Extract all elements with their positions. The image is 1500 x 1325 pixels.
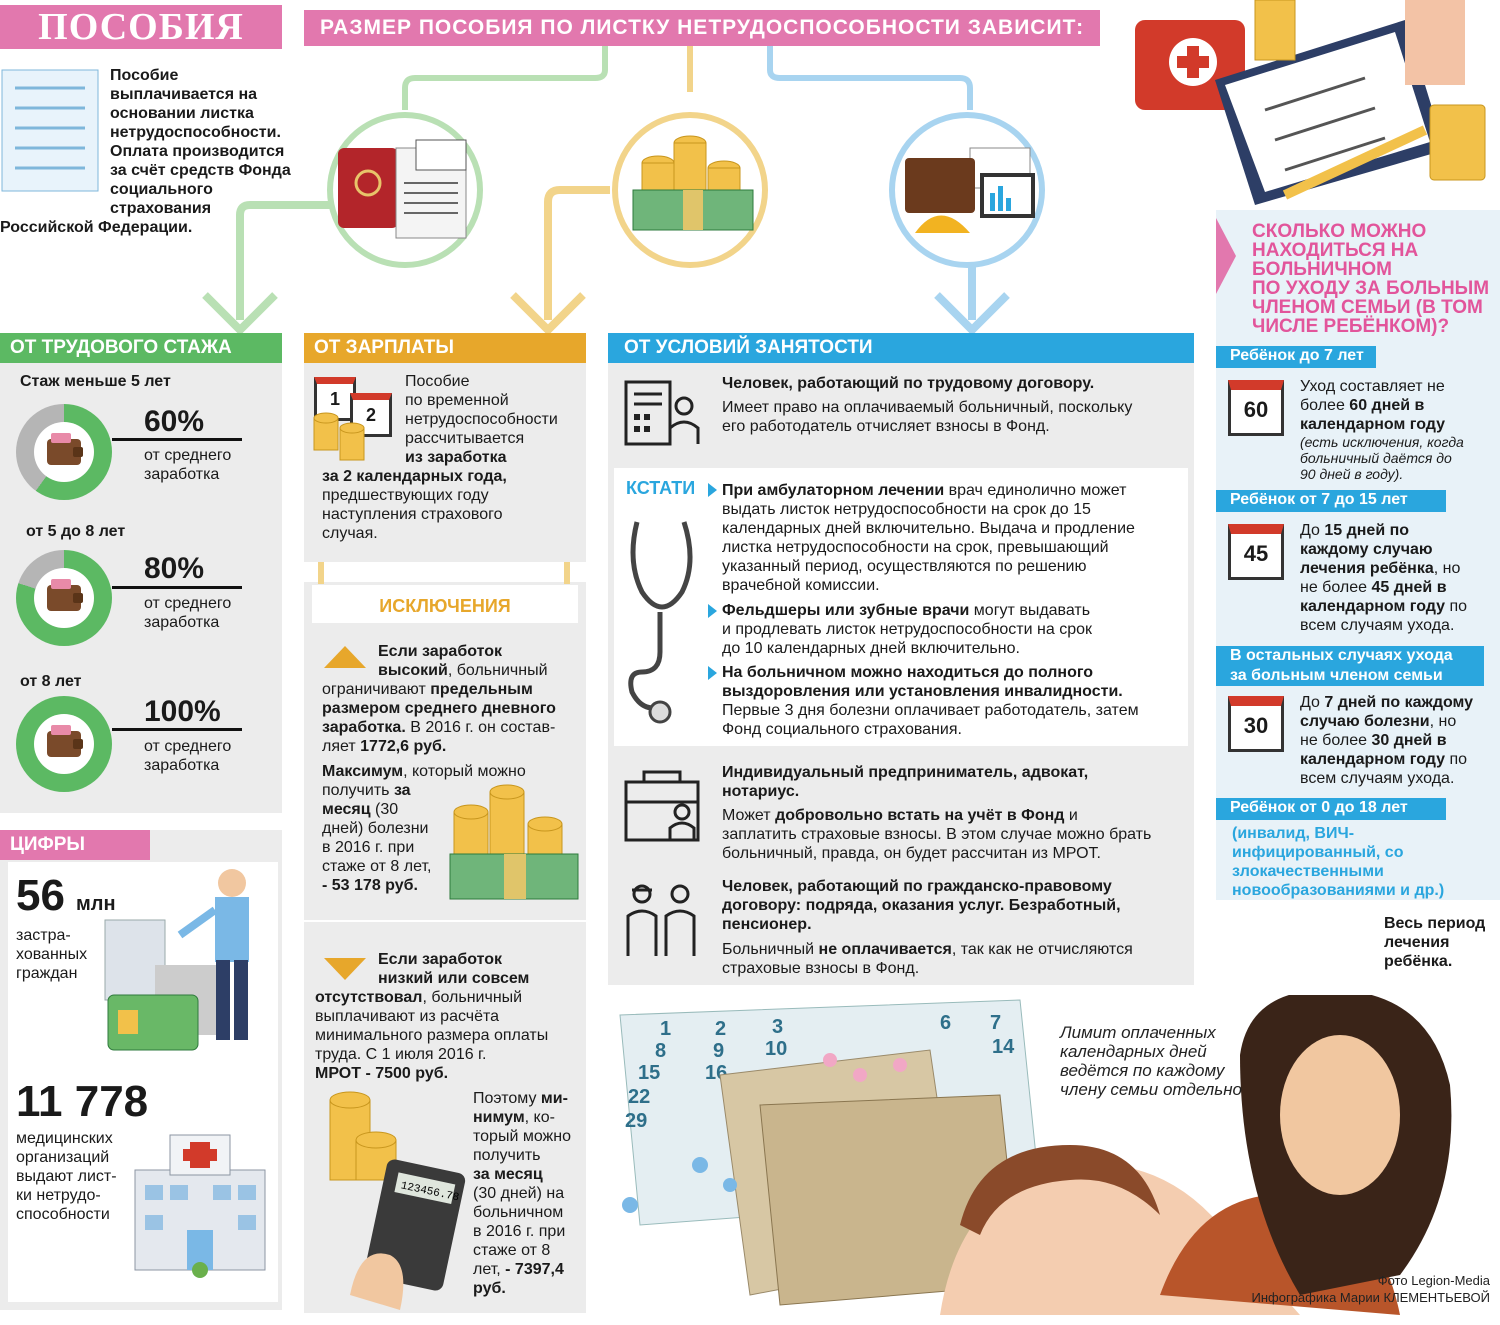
calendar-number: 10 bbox=[765, 1038, 788, 1060]
calendar-number: 3 bbox=[772, 1016, 784, 1038]
photo-collage-art bbox=[600, 995, 1500, 1315]
wallet-icon bbox=[34, 714, 94, 774]
civil-text: Больничный не оплачивается, так как не отчисляются страховые взносы в Фонд. bbox=[722, 941, 1133, 977]
stethoscope-icon bbox=[622, 512, 704, 727]
care-group-1-text: Уход составляет не более 60 дней в календарном году (есть исключения, когда больничный даётся до 90 дней в году). bbox=[1300, 378, 1464, 482]
bullet-arrow-icon bbox=[708, 604, 717, 618]
workers-icon bbox=[622, 880, 704, 958]
wallet-icon bbox=[34, 568, 94, 628]
seniority-label-2: от 5 до 8 лет bbox=[26, 523, 126, 540]
salary-bold-2: за 2 календарных года, bbox=[322, 468, 507, 485]
seniority-donut-3 bbox=[16, 696, 112, 792]
gap-post bbox=[318, 562, 324, 584]
calculator-display: 123456.78 bbox=[399, 1180, 461, 1205]
coins-icon bbox=[310, 410, 370, 465]
seniority-note-3: от среднего заработка bbox=[144, 738, 232, 774]
exceptions-low: Если заработок низкий или совсем отсутствовал, больничный выплачивают из расчёта минимального размера оплаты труда. С 1 июля 2016 г. МРОТ - 7500 руб. bbox=[315, 951, 549, 1082]
divider bbox=[112, 728, 242, 731]
contract-title: Человек, работающий по трудовому договору. bbox=[722, 375, 1095, 392]
care-group-2-tag: Ребёнок от 7 до 15 лет bbox=[1216, 490, 1446, 512]
contract-text: Имеет право на оплачиваемый больничный, поскольку его работодатель отчисляет взносы в Фонд. bbox=[722, 399, 1133, 435]
care-group-3-text: До 7 дней по каждому случаю болезни, но не более 30 дней в календарном году по всем случаям ухода. bbox=[1300, 694, 1474, 787]
care-group-4-text: (инвалид, ВИЧ- инфицированный, со злокачественными новообразованиями и др.) bbox=[1232, 825, 1445, 899]
gap-post bbox=[564, 562, 570, 584]
orgs-caption: медицинских организаций выдают лист- ки нетрудо- способности bbox=[16, 1130, 117, 1223]
salary-header: ОТ ЗАРПЛАТЫ bbox=[304, 333, 586, 363]
main-title: ПОСОБИЯ bbox=[0, 5, 282, 49]
calendar-number: 8 bbox=[655, 1040, 667, 1062]
coins-money-icon bbox=[628, 128, 758, 238]
insured-caption: застра- хованных граждан bbox=[16, 927, 88, 982]
seniority-percent-1: 60% bbox=[144, 405, 205, 438]
calendar-number: 7 bbox=[990, 1012, 1002, 1034]
seniority-percent-3: 100% bbox=[144, 695, 221, 728]
businessman-card-illustration bbox=[100, 865, 270, 1055]
entrepreneur-icon bbox=[622, 768, 704, 846]
exceptions-high: Если заработок высокий, больничный ограничивают предельным размером среднего дневного заработка. В 2016 г. он состав- ляет 1772,6 руб. bbox=[322, 643, 556, 755]
calendar-number: 22 bbox=[628, 1086, 651, 1108]
money-stack-illustration bbox=[448, 784, 580, 904]
care-group-1-tag: Ребёнок до 7 лет bbox=[1216, 346, 1376, 368]
seniority-note-2: от среднего заработка bbox=[144, 595, 232, 631]
insured-unit: млн bbox=[76, 893, 116, 915]
office-worker-icon bbox=[622, 372, 704, 450]
hospital-building-icon bbox=[125, 1130, 275, 1280]
orgs-number: 11 778 bbox=[16, 1077, 149, 1126]
photo-collage bbox=[600, 995, 1500, 1315]
wallet-icon bbox=[34, 422, 94, 482]
exceptions-min: Поэтому ми- нимум, ко- торый можно получить за месяц (30 дней) на больничном в 2016 г. при стаже от 8 лет, - 7397,4 руб. bbox=[473, 1090, 571, 1297]
calendar-number: 9 bbox=[713, 1040, 725, 1062]
sick-leave-form-icon bbox=[0, 68, 100, 193]
calendar-60-icon: 60 bbox=[1228, 380, 1284, 436]
seniority-header: ОТ ТРУДОВОГО СТАЖА bbox=[0, 333, 282, 363]
calendar-icon-1: 1 bbox=[314, 377, 356, 421]
care-group-4-note: Весь период лечения ребёнка. bbox=[1384, 915, 1486, 970]
calendar-number: 1 bbox=[660, 1018, 672, 1040]
employment-header: ОТ УСЛОВИЙ ЗАНЯТОСТИ bbox=[608, 333, 1194, 363]
care-group-3-tag: В остальных случаях ухода за больным членом семьи bbox=[1216, 646, 1484, 686]
seniority-label-3: от 8 лет bbox=[20, 673, 82, 690]
figures-header: ЦИФРЫ bbox=[0, 830, 150, 860]
top-title: РАЗМЕР ПОСОБИЯ ПО ЛИСТКУ НЕТРУДОСПОСОБНОСТИ ЗАВИСИТ: bbox=[304, 10, 1100, 46]
coins-calculator-illustration bbox=[320, 1085, 470, 1310]
care-group-2-text: До 15 дней по каждому случаю лечения ребёнка, но не более 45 дней в календарном году по всем случаям ухода. bbox=[1300, 522, 1468, 634]
calendar-number: 2 bbox=[715, 1018, 727, 1040]
insured-number: 56 bbox=[16, 871, 65, 920]
seniority-percent-2: 80% bbox=[144, 552, 205, 585]
seniority-donut-1 bbox=[16, 404, 112, 500]
calendar-icon-2: 2 bbox=[350, 393, 392, 437]
divider bbox=[304, 920, 586, 922]
salary-tail: предшествующих году наступления страхового случая. bbox=[322, 487, 503, 542]
civil-title: Человек, работающий по гражданско-правовому договору: подряда, оказания услуг. Безработный, пенсионер. bbox=[722, 878, 1121, 933]
care-group-4-tag: Ребёнок от 0 до 18 лет bbox=[1216, 798, 1446, 820]
divider bbox=[112, 438, 242, 441]
calendar-number: 14 bbox=[992, 1036, 1015, 1058]
medical-kit-clipboard-illustration bbox=[1125, 0, 1500, 205]
calendar-number: 16 bbox=[705, 1062, 728, 1084]
calendar-30-icon: 30 bbox=[1228, 696, 1284, 752]
salary-bold-1: из заработка bbox=[405, 449, 507, 466]
calendar-number: 6 bbox=[940, 1012, 952, 1034]
care-pointer bbox=[1216, 218, 1236, 294]
bullet-arrow-icon bbox=[708, 483, 717, 497]
care-title: СКОЛЬКО МОЖНО НАХОДИТЬСЯ НА БОЛЬНИЧНОМ ПО УХОДУ ЗА БОЛЬНЫМ ЧЛЕНОМ СЕМЬИ (В ТОМ ЧИСЛЕ РЕБЁНКОМ)? bbox=[1252, 221, 1490, 337]
by-the-way-3: На больничном можно находиться до полного выздоровления или установления инвалидности. Первые 3 дня болезни оплачивает работодатель, затем Фонд социального страхования. bbox=[722, 664, 1139, 738]
briefcase-laptop-icon bbox=[900, 128, 1040, 248]
gap bbox=[304, 562, 586, 582]
by-the-way-title: КСТАТИ bbox=[626, 478, 696, 498]
seniority-donut-2 bbox=[16, 550, 112, 646]
bullet-arrow-icon bbox=[708, 666, 717, 680]
calendar-number: 29 bbox=[625, 1110, 648, 1132]
intro-text: Пособие выплачивается на основании листка нетрудоспособности. Оплата производится за счёт средств Фонда социального страхования bbox=[110, 67, 291, 217]
by-the-way-2: Фельдшеры или зубные врачи могут выдавать и продлевать листок нетрудоспособности на срок до 10 календарных дней включительно. bbox=[722, 602, 1092, 657]
photo-caption: Лимит оплаченных календарных дней ведётся по каждому члену семьи отдельно bbox=[1060, 1023, 1243, 1099]
intro-last-line: Российской Федерации. bbox=[0, 219, 193, 236]
exceptions-max: Максимум, который можно получить за месяц (30 дней) болезни в 2016 г. при стаже от 8 лет, - 53 178 руб. bbox=[322, 763, 526, 894]
divider bbox=[112, 586, 242, 589]
seniority-note-1: от среднего заработка bbox=[144, 447, 232, 483]
calendar-45-icon: 45 bbox=[1228, 524, 1284, 580]
exceptions-header: ИСКЛЮЧЕНИЯ bbox=[312, 585, 578, 623]
credits: Фото Legion-Media Инфографика Марии КЛЕМЕНТЬЕВОЙ bbox=[1251, 1273, 1490, 1305]
passport-document-icon bbox=[336, 138, 476, 248]
seniority-label-1: Стаж меньше 5 лет bbox=[20, 373, 171, 390]
calendar-number: 15 bbox=[638, 1062, 661, 1084]
salary-text: Пособие по временной нетрудоспособности рассчитывается bbox=[405, 373, 558, 447]
ip-text: Может добровольно встать на учёт в Фонд и заплатить страховые взносы. В этом случае можно брать больничный, правда, он будет рассчитан из МРОТ. bbox=[722, 807, 1152, 862]
by-the-way-1: При амбулаторном лечении врач единолично может выдать листок нетрудоспособности на срок до 15 календарных дней включительно. Выдача и продление листка нетрудоспособности на срок, превышающий указанный период, осуществляются по решению врачебной комиссии. bbox=[722, 482, 1135, 594]
ip-title: Индивидуальный предприниматель, адвокат, нотариус. bbox=[722, 764, 1089, 800]
